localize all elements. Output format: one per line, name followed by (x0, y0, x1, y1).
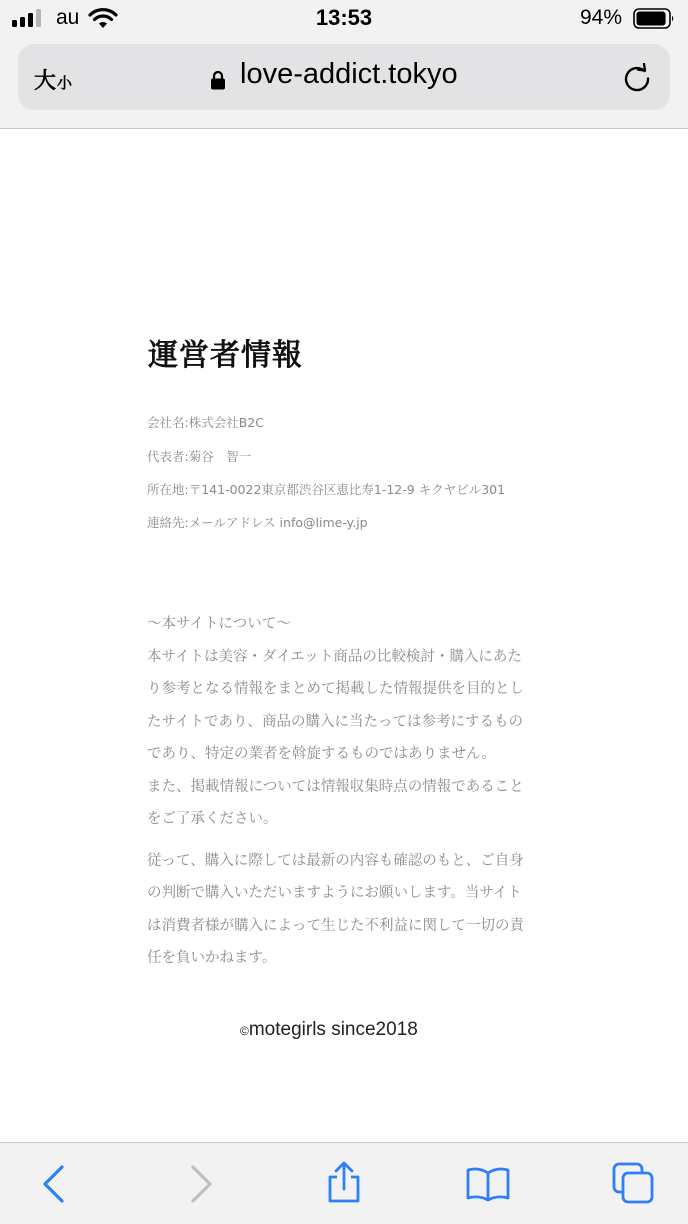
battery-icon (633, 8, 675, 29)
company-name: 会社名:株式会社B2C (147, 415, 264, 430)
carrier-name: au (56, 6, 80, 29)
url-text[interactable]: love-addict.tokyo (240, 58, 458, 90)
forward-button[interactable] (179, 1161, 223, 1205)
address: 所在地:〒141-0022東京都渋谷区恵比寿1-12-9 キクヤビル301 (147, 482, 506, 497)
share-icon (322, 1161, 366, 1205)
page-title: 運営者情報 (148, 338, 303, 373)
tabs-button[interactable] (611, 1161, 655, 1205)
about-section (147, 608, 527, 984)
tabs-icon (611, 1161, 655, 1205)
back-button[interactable] (32, 1161, 76, 1205)
clock-time: 13:53 (315, 5, 373, 30)
text-size-button[interactable] (34, 64, 72, 95)
bookmarks-icon (466, 1161, 510, 1205)
lock-icon (210, 70, 226, 90)
copyright-text: motegirls since2018 (248, 1019, 418, 1040)
back-icon (32, 1161, 76, 1205)
about-heading: 〜本サイトについて〜 (147, 616, 291, 632)
wifi-icon (88, 8, 118, 30)
contact-email: 連絡先:メールアドレス info@lime-y.jp (147, 515, 368, 530)
about-paragraph-1: 本サイトは美容・ダイエット商品の比較検討・購入にあたり参考となる情報をまとめて掲載した情報提供を目的としたサイトであり、商品の購入に当たっては参考にするものであり、特定の業者を斡旋するものではありません。 (147, 648, 524, 762)
reload-icon[interactable] (622, 63, 652, 93)
copyright (240, 1019, 418, 1041)
about-paragraph-3: 従って、購入に際しては最新の内容も確認のもと、ご自身の判断で購入いただいますようにお願いします。当サイトは消費者様が購入によって生じた不利益に関して一切の責任を負いかねます。 (147, 852, 524, 966)
copyright-symbol: © (240, 1024, 249, 1038)
browser-toolbar (0, 1142, 688, 1224)
url-bar[interactable] (18, 44, 670, 110)
representative: 代表者:菊谷 智一 (147, 449, 252, 464)
battery-percentage: 94% (580, 6, 623, 29)
status-bar (0, 0, 688, 40)
forward-icon (179, 1161, 223, 1205)
cellular-signal-icon (12, 9, 41, 27)
text-size-large-label: 大 (34, 68, 57, 93)
about-paragraph-2: また、掲載情報については情報収集時点の情報であることをご了承ください。 (147, 778, 524, 827)
page-content (0, 130, 688, 1142)
share-button[interactable] (322, 1161, 366, 1205)
browser-address-area (0, 40, 688, 129)
bookmarks-button[interactable] (466, 1161, 510, 1205)
text-size-small-label: 小 (57, 75, 73, 92)
